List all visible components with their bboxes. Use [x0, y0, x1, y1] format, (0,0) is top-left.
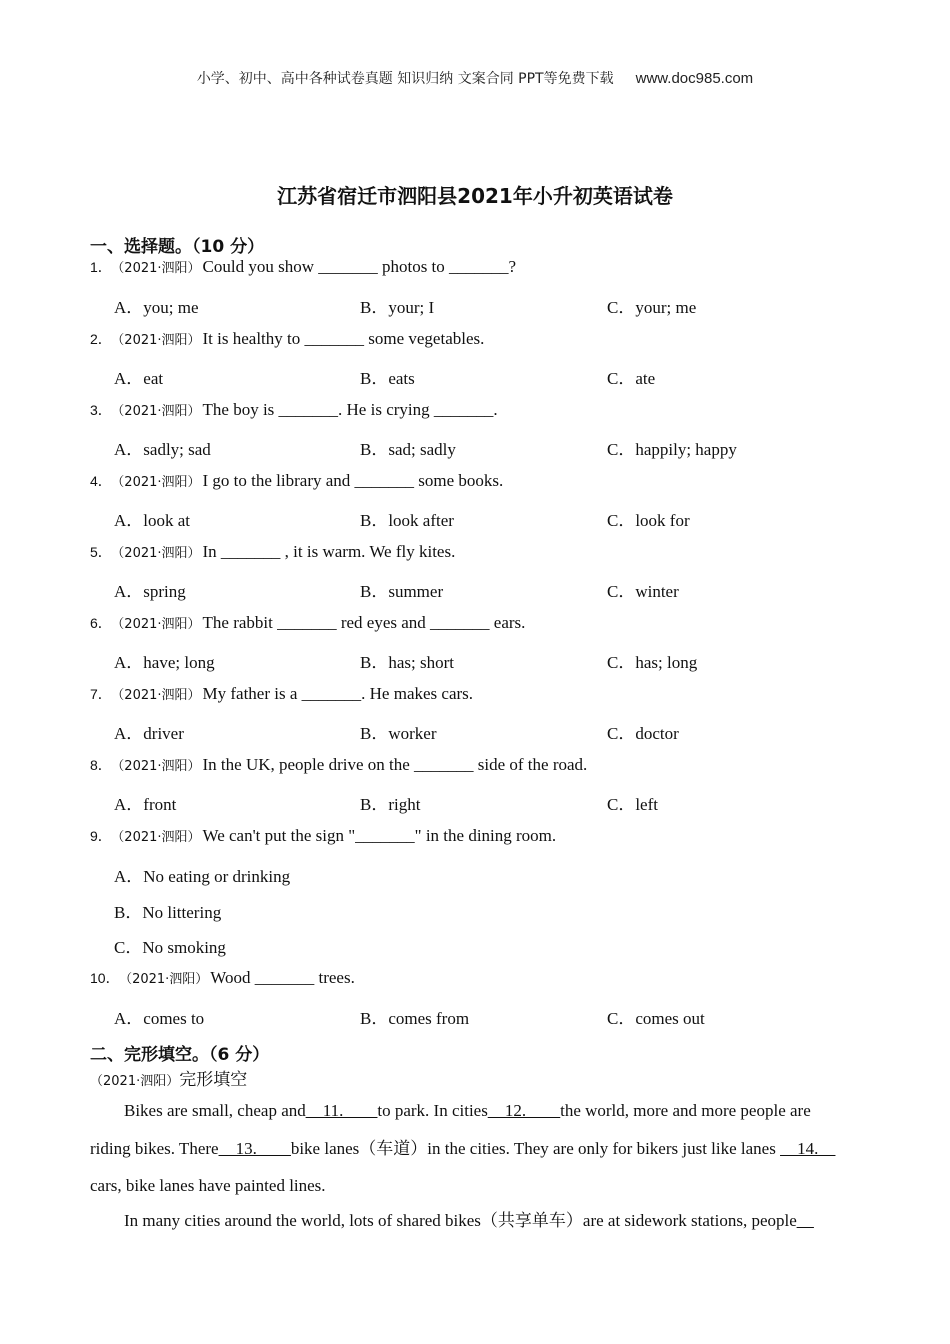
cloze-subtitle — [90, 1065, 247, 1090]
page-header — [0, 68, 950, 88]
cloze-source: （2021·泗阳） — [90, 1074, 180, 1089]
option-b[interactable]: B．comes from — [360, 1009, 470, 1028]
option-c[interactable]: C．has; long — [607, 653, 698, 672]
options-3 — [114, 435, 874, 459]
question-6 — [90, 613, 525, 633]
section1-heading: 一、选择题。（10 分） — [90, 237, 265, 257]
question-number: 6． — [90, 615, 112, 631]
option-c[interactable]: C．look for — [607, 511, 690, 530]
option-a[interactable]: A．look at — [114, 511, 191, 530]
option-a[interactable]: A．have; long — [114, 653, 215, 672]
option-b[interactable]: B．sad; sadly — [360, 440, 456, 459]
option-a[interactable]: A．you; me — [114, 298, 199, 317]
cloze-text: In many cities around the world, lots of shared bikes（共享单车）are at sidework stations, people — [124, 1211, 797, 1230]
question-text: We can't put the sign "_______" in the dining room. — [202, 826, 557, 845]
options-6 — [114, 648, 874, 672]
question-7 — [90, 684, 473, 704]
question-5 — [90, 542, 455, 562]
question-number: 8． — [90, 757, 112, 773]
cloze-text: Bikes are small, cheap and — [124, 1101, 306, 1120]
cloze-text: cars, bike lanes have painted lines. — [90, 1176, 326, 1195]
question-text: Could you show _______ photos to _______? — [202, 257, 517, 276]
option-b[interactable]: B．eats — [360, 369, 415, 388]
question-number: 4． — [90, 473, 112, 489]
option-b[interactable]: B．your; I — [360, 298, 435, 317]
question-2 — [90, 329, 484, 349]
question-source: （2021·泗阳） — [117, 333, 201, 348]
cloze-paragraph-1 — [90, 1092, 852, 1205]
question-number: 2． — [90, 331, 112, 347]
question-source: （2021·泗阳） — [125, 972, 209, 987]
question-1 — [90, 257, 516, 277]
question-3 — [90, 400, 498, 420]
options-8 — [114, 790, 874, 814]
blank-13[interactable]: __13.____ — [218, 1138, 291, 1158]
option-b[interactable]: B．worker — [360, 724, 437, 743]
cloze-text: bike lanes（车道）in the cities. They are only for bikers just like lanes — [290, 1138, 776, 1158]
question-source: （2021·泗阳） — [117, 688, 201, 703]
option-b[interactable]: B．look after — [360, 511, 454, 530]
question-source: （2021·泗阳） — [117, 617, 201, 632]
blank-12[interactable]: __12.____ — [487, 1101, 561, 1120]
question-text: The rabbit _______ red eyes and _______ ears. — [202, 613, 526, 632]
section2-heading: 二、完形填空。（6 分） — [90, 1045, 270, 1065]
question-text: The boy is _______. He is crying _______. — [202, 400, 498, 419]
option-b[interactable]: B．right — [360, 795, 421, 814]
question-text: I go to the library and _______ some books. — [202, 471, 504, 490]
question-source: （2021·泗阳） — [117, 830, 201, 845]
option-a[interactable]: A．comes to — [114, 1009, 205, 1028]
question-9 — [90, 826, 556, 846]
question-4 — [90, 471, 503, 491]
cloze-text: the world, more and more people are riding bikes. There — [90, 1101, 811, 1158]
question-number: 9． — [90, 828, 112, 844]
header-site[interactable]: www.doc985.com — [635, 70, 754, 87]
question-10 — [90, 968, 355, 988]
option-c[interactable]: C．comes out — [607, 1009, 705, 1028]
option-a[interactable]: A．sadly; sad — [114, 440, 211, 459]
question-number: 3． — [90, 402, 112, 418]
question-text: It is healthy to _______ some vegetables. — [202, 329, 485, 348]
option-c[interactable]: C．doctor — [607, 724, 679, 743]
exam-title: 江苏省宿迁市泗阳县2021年小升初英语试卷 — [277, 184, 673, 208]
option-c[interactable]: C．ate — [607, 369, 656, 388]
question-8 — [90, 755, 587, 775]
question-number: 1． — [90, 259, 112, 275]
option-c[interactable]: C．happily; happy — [607, 440, 737, 459]
question-text: Wood _______ trees. — [210, 968, 355, 987]
options-5 — [114, 577, 874, 601]
option-b[interactable]: B．has; short — [360, 653, 454, 672]
question-number: 5． — [90, 544, 112, 560]
question-number: 7． — [90, 686, 112, 702]
blank-11[interactable]: __11.____ — [305, 1101, 378, 1120]
options-2 — [114, 364, 874, 388]
option-a[interactable]: A．spring — [114, 582, 186, 601]
option-a[interactable]: A．No eating or drinking — [114, 867, 291, 886]
question-text: My father is a _______. He makes cars. — [202, 684, 474, 703]
option-c[interactable]: C．your; me — [607, 298, 697, 317]
options-7 — [114, 719, 874, 743]
cloze-text: to park. In cities — [377, 1101, 488, 1120]
blank-15[interactable]: __ — [796, 1211, 814, 1230]
option-c[interactable]: C．No smoking — [114, 938, 226, 957]
options-1 — [114, 293, 874, 317]
question-source: （2021·泗阳） — [117, 546, 201, 561]
header-text: 小学、初中、高中各种试卷真题 知识归纳 文案合同 PPT等免费下载 — [196, 71, 614, 87]
question-source: （2021·泗阳） — [117, 261, 201, 276]
question-text: In the UK, people drive on the _______ side of the road. — [202, 755, 588, 774]
options-4 — [114, 506, 874, 530]
option-c[interactable]: C．winter — [607, 582, 679, 601]
question-source: （2021·泗阳） — [117, 404, 201, 419]
question-source: （2021·泗阳） — [117, 759, 201, 774]
question-number: 10． — [90, 970, 120, 986]
question-source: （2021·泗阳） — [117, 475, 201, 490]
question-text: In _______ , it is warm. We fly kites. — [202, 542, 456, 561]
option-c[interactable]: C．left — [607, 795, 658, 814]
cloze-label: 完形填空 — [179, 1070, 248, 1089]
blank-14[interactable]: __14.__ — [780, 1138, 836, 1158]
cloze-paragraph-2 — [90, 1202, 852, 1240]
option-b[interactable]: B．No littering — [114, 903, 222, 922]
option-a[interactable]: A．eat — [114, 369, 164, 388]
options-10 — [114, 1004, 874, 1028]
option-b[interactable]: B．summer — [360, 582, 444, 601]
option-a[interactable]: A．driver — [114, 724, 184, 743]
option-a[interactable]: A．front — [114, 795, 177, 814]
